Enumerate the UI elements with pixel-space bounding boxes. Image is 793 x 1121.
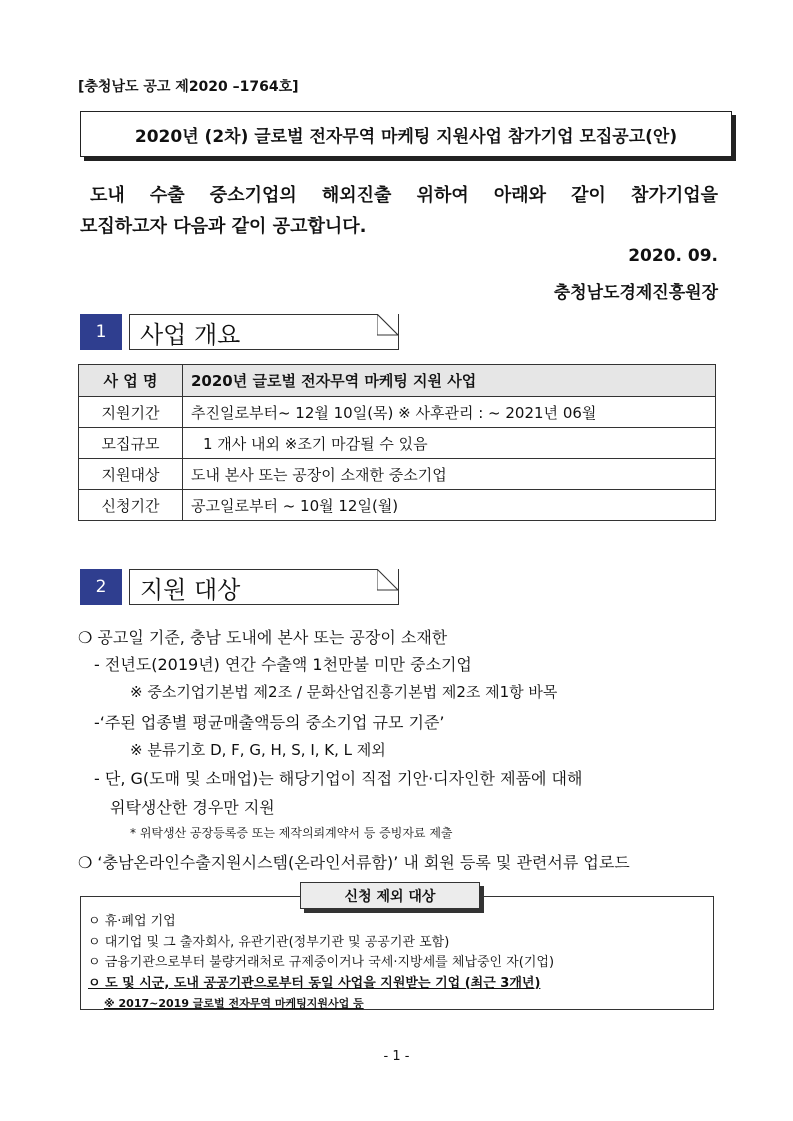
target-line-6: - 단, G(도매 및 소매업)는 해당기업이 직접 기안·디자인한 제품에 대해 [94, 769, 583, 788]
intro-line-2: 모집하고자 다음과 같이 공고합니다. [80, 216, 367, 237]
list-item: ㅇ 휴·폐업 기업 [88, 914, 176, 929]
exclusion-title [300, 882, 480, 909]
table-row [79, 490, 716, 521]
list-item: ㅇ 도 및 시군, 도내 공공기관으로부터 동일 사업을 지원받는 기업 (최근 3개년) [88, 975, 541, 991]
target-line-8: * 위탁생산 공장등록증 또는 제작의뢰계약서 등 증빙자료 제출 [130, 826, 453, 840]
target-line-4: -‘주된 업종별 평균매출액등의 중소기업 규모 기준’ [94, 713, 445, 732]
exclusion-list [88, 912, 554, 1015]
folded-corner-icon [377, 569, 399, 591]
document-title-box [80, 111, 732, 157]
target-line-2: - 전년도(2019년) 연간 수출액 1천만불 미만 중소기업 [94, 655, 472, 674]
section-2-number: 2 [95, 577, 107, 597]
target-line-5: ※ 분류기호 D, F, G, H, S, I, K, L 제외 [130, 741, 386, 759]
target-line-9: ❍ ‘충남온라인수출지원시스템(온라인서류함)’ 내 회원 등록 및 관련서류 업로드 [78, 853, 630, 872]
section-1-title: 사업 개요 [140, 320, 241, 349]
row-label: 지원대상 [79, 459, 183, 490]
row-label: 모집규모 [79, 428, 183, 459]
table-row [79, 397, 716, 428]
issuing-organization: 충청남도경제진흥원장 [553, 283, 718, 303]
row-label: 신청기간 [79, 490, 183, 521]
table-row [79, 428, 716, 459]
intro-line-1: 도내 수출 중소기업의 해외진출 위하여 아래와 같이 참가기업을 [90, 185, 718, 206]
project-summary-table [78, 364, 716, 521]
section-1-heading [129, 314, 399, 350]
row-value: 2020년 글로벌 전자무역 마케팅 지원 사업 [183, 365, 716, 397]
announcement-date: 2020. 09. [628, 246, 718, 266]
row-label: 지원기간 [79, 397, 183, 428]
list-item: ㅇ 대기업 및 그 출자회사, 유관기관(정부기관 및 공공기관 포함) [88, 934, 450, 950]
target-line-7: 위탁생산한 경우만 지원 [110, 798, 275, 817]
row-value: 추진일로부터~ 12월 10일(목) ※ 사후관리 : ~ 2021년 06월 [183, 397, 716, 428]
section-2-heading [129, 569, 399, 605]
intro-paragraph [80, 180, 718, 242]
target-line-3: ※ 중소기업기본법 제2조 / 문화산업진흥기본법 제2조 제1항 바목 [130, 683, 558, 701]
exclusion-note: ※ 2017~2019 글로벌 전자무역 마케팅지원사업 등 [104, 997, 364, 1010]
row-value: 공고일로부터 ~ 10월 12일(월) [183, 490, 716, 521]
section-1-number-badge [80, 314, 122, 350]
list-item: ㅇ 금융기관으로부터 불량거래처로 규제중이거나 국세·지방세를 체납중인 자(기업) [88, 955, 555, 970]
folded-corner-icon [377, 314, 399, 336]
table-row [79, 365, 716, 397]
row-value: 1 개사 내외 ※조기 마감될 수 있음 [183, 428, 716, 459]
section-1-number: 1 [95, 322, 107, 342]
table-row [79, 459, 716, 490]
page-number: - 1 - [383, 1049, 410, 1064]
document-title: 2020년 (2차) 글로벌 전자무역 마케팅 지원사업 참가기업 모집공고(안) [134, 126, 678, 147]
section-2-title: 지원 대상 [140, 575, 241, 604]
target-line-1: ❍ 공고일 기준, 충남 도내에 본사 또는 공장이 소재한 [78, 628, 448, 647]
exclusion-title-text: 신청 제외 대상 [344, 888, 436, 905]
section-2-number-badge [80, 569, 122, 605]
row-label: 사 업 명 [79, 365, 183, 397]
row-value: 도내 본사 또는 공장이 소재한 중소기업 [183, 459, 716, 490]
announcement-number: [충청남도 공고 제2020 –1764호] [78, 79, 299, 95]
